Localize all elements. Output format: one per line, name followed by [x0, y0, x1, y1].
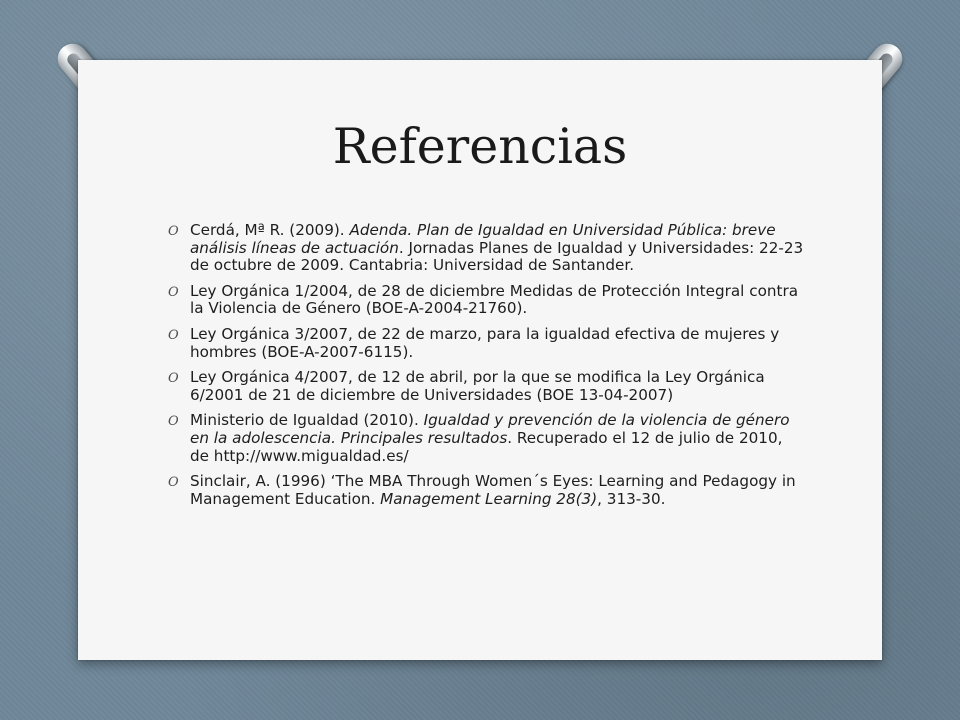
bullet-icon: O	[168, 224, 179, 239]
reference-text: Ley Orgánica 3/2007, de 22 de marzo, para la igualdad efectiva de mujeres y hombres (BOE-A-2007-6115).	[190, 324, 780, 361]
reference-title-text: Management Learning 28(3)	[380, 489, 598, 508]
bullet-icon: O	[168, 371, 179, 387]
reference-item	[164, 473, 804, 508]
reference-text: Ley Orgánica 4/2007, de 12 de abril, por la que se modifica la Ley Orgánica 6/2001 de 21 de diciembre de Universidades (BOE 13-04-2007)	[190, 368, 765, 404]
reference-item	[164, 222, 804, 275]
bullet-icon: O	[168, 327, 179, 343]
reference-title-text: Igualdad y prevención de la violencia de género en la adolescencia. Principales resultados	[190, 411, 790, 447]
reference-item	[164, 369, 804, 404]
reference-list	[164, 222, 804, 516]
reference-title-text: Adenda. Plan de Igualdad en Universidad Pública: breve análisis líneas de actuación	[190, 221, 776, 257]
reference-text: Cerdá, Mª R. (2009).	[190, 221, 350, 239]
reference-text: , 313-30.	[597, 489, 666, 508]
reference-text: Ministerio de Igualdad (2010).	[190, 411, 424, 430]
reference-text: . Jornadas Planes de Igualdad y Universidades: 22-23 de octubre de 2009. Cantabria: Universidad de Santander.	[190, 238, 804, 275]
bullet-icon: O	[168, 475, 179, 491]
reference-item	[164, 412, 804, 465]
bullet-icon: O	[168, 414, 179, 430]
reference-text: . Recuperado el 12 de julio de 2010, de http://www.migualdad.es/	[190, 428, 783, 465]
reference-item	[164, 283, 804, 318]
reference-text: Ley Orgánica 1/2004, de 28 de diciembre Medidas de Protección Integral contra la Violencia de Género (BOE-A-2004-21760).	[190, 281, 798, 318]
reference-item	[164, 326, 804, 361]
reference-text: Sinclair, A. (1996) ‘The MBA Through Women´s Eyes: Learning and Pedagogy in Management Education.	[190, 472, 796, 508]
bullet-icon: O	[168, 284, 179, 300]
slide-title: Referencias	[332, 118, 628, 175]
